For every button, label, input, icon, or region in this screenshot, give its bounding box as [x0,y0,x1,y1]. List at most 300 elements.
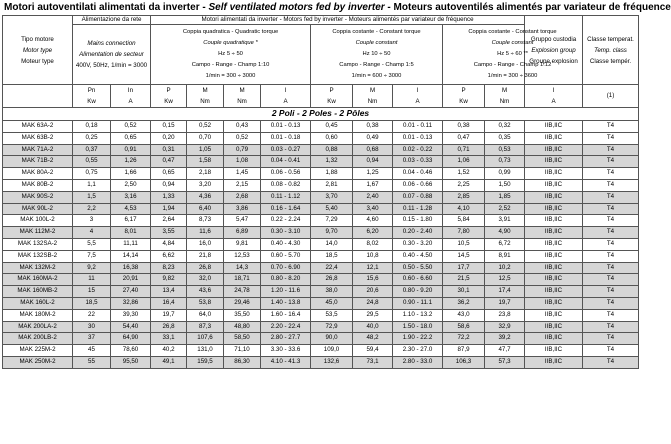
unit-cell: In A [111,85,151,108]
table-cell: IIB,IIC [525,274,583,286]
table-cell: IIB,IIC [525,321,583,333]
table-cell: 1,67 [353,179,393,191]
table-cell: 16,38 [111,262,151,274]
table-cell: 3,20 [187,179,224,191]
table-cell: 1,66 [111,168,151,180]
section-header-row [3,108,639,121]
title-french: Moteurs autoventilés alimentés par variateur de fréquence [393,2,671,13]
table-cell: 1,45 [224,168,261,180]
table-cell: 73,1 [353,356,393,368]
table-cell: IIB,IIC [525,168,583,180]
table-cell: 1.40 - 13.8 [261,297,311,309]
table-cell: 18,5 [73,297,111,309]
table-cell: 8,91 [485,250,525,262]
table-cell: 0,73 [485,156,525,168]
units-row [3,85,639,108]
table-cell: 95,50 [111,356,151,368]
table-cell: 0.60 - 5.70 [261,250,311,262]
table-cell: 6,62 [151,250,187,262]
table-cell: 3.30 - 33.6 [261,345,311,357]
table-cell: 23,8 [485,309,525,321]
table-cell: 17,7 [443,262,485,274]
table-cell: IIB,IIC [525,262,583,274]
table-row [3,156,639,168]
table-cell: 0.20 - 2.40 [393,227,443,239]
motor-model-cell: MAK 90S-2 [3,191,73,203]
table-cell: 2,40 [353,191,393,203]
table-cell: 2,15 [224,179,261,191]
table-row [3,215,639,227]
table-cell: 0.40 - 4.50 [393,250,443,262]
table-cell: 27,40 [111,286,151,298]
table-cell: 1,08 [224,156,261,168]
table-cell: 22,4 [311,262,353,274]
table-cell: 1,33 [151,191,187,203]
table-cell: 1,06 [443,156,485,168]
table-cell: IIB,IIC [525,286,583,298]
table-cell: 43,6 [187,286,224,298]
table-cell: 2,52 [485,203,525,215]
inverter-group-header: Motori alimentati da inverter - Motors fed by inverter - Moteurs alimentés par variateur de fréquence [151,16,525,25]
table-cell: 39,2 [485,333,525,345]
table-cell: T4 [583,179,639,191]
table-cell: 131,0 [187,345,224,357]
table-cell: 21,5 [443,274,485,286]
table-cell: 57,3 [485,356,525,368]
table-cell: IIB,IIC [525,132,583,144]
unit-cell: M Nm [485,85,525,108]
table-cell: 5,84 [443,215,485,227]
table-cell: 19,7 [151,309,187,321]
table-cell: 11,11 [111,238,151,250]
table-cell: IIB,IIC [525,191,583,203]
table-cell: 58,50 [224,333,261,345]
unit-cell: Pn Kw [73,85,111,108]
table-cell: 4,84 [151,238,187,250]
table-cell: 4,36 [187,191,224,203]
table-row [3,203,639,215]
table-cell: 0.11 - 1.28 [393,203,443,215]
table-cell: 0.80 - 8.20 [261,274,311,286]
table-cell: 6,17 [111,215,151,227]
table-cell: 86,30 [224,356,261,368]
table-cell: 37 [73,333,111,345]
motor-model-cell: MAK 63B-2 [3,132,73,144]
table-cell: T4 [583,274,639,286]
table-cell: 59,4 [353,345,393,357]
table-cell: 0,68 [353,144,393,156]
table-cell: 0,94 [151,179,187,191]
table-cell: 4,90 [485,227,525,239]
table-cell: 6,72 [485,238,525,250]
note-ref-1: (1) [583,85,639,108]
table-cell: 48,80 [224,321,261,333]
table-cell: 11 [73,274,111,286]
table-cell: 0,25 [73,132,111,144]
table-cell: 3,40 [353,203,393,215]
table-cell: 2.30 - 27.0 [393,345,443,357]
table-cell: 0,55 [73,156,111,168]
table-cell: T4 [583,132,639,144]
table-row [3,238,639,250]
table-cell: 87,3 [187,321,224,333]
table-cell: 9,81 [224,238,261,250]
motor-model-cell: MAK 80B-2 [3,179,73,191]
table-cell: T4 [583,297,639,309]
table-cell: 20,91 [111,274,151,286]
supply-detail: Mains connection Alimentation de secteur 400V, 50Hz, 1/min = 3000 [73,25,151,85]
table-cell: 1,58 [187,156,224,168]
table-cell: 8,01 [111,227,151,239]
table-cell: 0,60 [311,132,353,144]
unit-cell: I A [393,85,443,108]
table-cell: 7,80 [443,227,485,239]
unit-cell: P Kw [443,85,485,108]
table-cell: 0,47 [443,132,485,144]
table-cell: 3,86 [224,203,261,215]
table-cell: 0,37 [73,144,111,156]
title-italian: Motori autoventilati alimentati da inverter [4,2,200,13]
table-cell: 0,20 [151,132,187,144]
table-cell: 1,32 [311,156,353,168]
table-cell: 5,47 [224,215,261,227]
table-cell: 2.20 - 22.4 [261,321,311,333]
table-cell: 0.11 - 1.12 [261,191,311,203]
table-cell: 1,25 [353,168,393,180]
table-cell: 1,05 [187,144,224,156]
table-cell: T4 [583,238,639,250]
table-cell: 4,60 [353,215,393,227]
table-cell: 0.02 - 0.22 [393,144,443,156]
table-cell: IIB,IIC [525,144,583,156]
table-cell: T4 [583,191,639,203]
table-cell: 9,70 [311,227,353,239]
table-cell: 12,1 [353,262,393,274]
table-cell: 43,0 [443,309,485,321]
table-row [3,227,639,239]
table-cell: 1,52 [443,168,485,180]
table-cell: 1.10 - 13.2 [393,309,443,321]
motor-model-cell: MAK 225M-2 [3,345,73,357]
table-cell: 0.80 - 9.20 [393,286,443,298]
table-cell: 78,60 [111,345,151,357]
motor-model-cell: MAK 200LB-2 [3,333,73,345]
table-cell: 0.70 - 6.90 [261,262,311,274]
table-cell: 0,31 [151,144,187,156]
table-cell: 5,5 [73,238,111,250]
table-cell: 3 [73,215,111,227]
table-cell: IIB,IIC [525,356,583,368]
table-row [3,250,639,262]
table-row [3,356,639,368]
table-cell: 1,88 [311,168,353,180]
table-cell: 0,79 [224,144,261,156]
table-cell: 7,29 [311,215,353,227]
table-cell: 0.16 - 1.64 [261,203,311,215]
table-cell: 45,0 [311,297,353,309]
table-cell: 0,38 [443,121,485,133]
table-cell: 0,18 [73,121,111,133]
table-cell: 11,6 [187,227,224,239]
table-cell: 10,5 [443,238,485,250]
table-row [3,286,639,298]
table-cell: 26,8 [311,274,353,286]
table-cell: 0,38 [353,121,393,133]
table-cell: IIB,IIC [525,179,583,191]
table-cell: IIB,IIC [525,121,583,133]
motor-model-cell: MAK 112M-2 [3,227,73,239]
table-row [3,121,639,133]
table-cell: 54,40 [111,321,151,333]
table-row [3,168,639,180]
table-cell: 1,26 [111,156,151,168]
table-cell: 3,70 [311,191,353,203]
table-cell: IIB,IIC [525,250,583,262]
table-cell: 0.22 - 2.24 [261,215,311,227]
table-cell: 29,46 [224,297,261,309]
table-cell: 12,53 [224,250,261,262]
supply-header: Alimentazione da rete [73,16,151,25]
table-cell: 20,6 [353,286,393,298]
table-cell: 38,0 [311,286,353,298]
table-cell: T4 [583,168,639,180]
table-cell: 16,0 [187,238,224,250]
table-cell: 4,53 [111,203,151,215]
table-cell: 32,86 [111,297,151,309]
motor-model-cell: MAK 160MA-2 [3,274,73,286]
table-cell: 16,4 [151,297,187,309]
table-cell: 21,8 [187,250,224,262]
table-cell: 5,40 [311,203,353,215]
table-cell: 47,7 [485,345,525,357]
table-cell: 15 [73,286,111,298]
table-cell: T4 [583,321,639,333]
table-cell: 8,23 [151,262,187,274]
table-body [3,108,639,369]
table-row [3,274,639,286]
table-cell: T4 [583,203,639,215]
table-cell: 0,71 [443,144,485,156]
motor-model-cell: MAK 132M-2 [3,262,73,274]
table-cell: 17,4 [485,286,525,298]
table-cell: 1,5 [73,191,111,203]
table-cell: 0,32 [485,121,525,133]
table-cell: 2.80 - 33.0 [393,356,443,368]
table-cell: IIB,IIC [525,309,583,321]
motor-model-cell: MAK 80A-2 [3,168,73,180]
table-cell: 14,5 [443,250,485,262]
table-cell: 6,20 [353,227,393,239]
table-cell: 30 [73,321,111,333]
table-cell: 2,50 [111,179,151,191]
table-cell: T4 [583,215,639,227]
unit-cell: M Nm [224,85,261,108]
motor-model-cell: MAK 200LA-2 [3,321,73,333]
table-cell: 10,2 [485,262,525,274]
table-cell: 53,5 [311,309,353,321]
table-row [3,297,639,309]
table-cell: 0.01 - 0.13 [261,121,311,133]
motor-model-cell: MAK 63A-2 [3,121,73,133]
table-cell: 0.01 - 0.13 [393,132,443,144]
motor-model-cell: MAK 100L-2 [3,215,73,227]
table-cell: T4 [583,250,639,262]
table-row [3,179,639,191]
table-cell: 26,8 [151,321,187,333]
table-cell: 0,35 [485,132,525,144]
table-cell: 7,5 [73,250,111,262]
table-cell: 9,82 [151,274,187,286]
table-cell: 2,18 [187,168,224,180]
table-cell: 72,9 [311,321,353,333]
table-cell: 159,5 [187,356,224,368]
table-cell: 132,6 [311,356,353,368]
table-cell: IIB,IIC [525,297,583,309]
table-cell: 109,0 [311,345,353,357]
table-cell: 0.06 - 0.66 [393,179,443,191]
table-cell: 49,1 [151,356,187,368]
table-cell: 2,81 [311,179,353,191]
table-cell: IIB,IIC [525,203,583,215]
constant-torque-block-1: Coppia costante - Constant torque Couple constant Hz 10 ÷ 50 Campo - Range - Champ 1:5 1/min = 600 ÷ 3000 [311,25,443,85]
table-cell: T4 [583,333,639,345]
table-cell: 18,5 [311,250,353,262]
motor-model-cell: MAK 71A-2 [3,144,73,156]
table-cell: 14,14 [111,250,151,262]
table-cell: T4 [583,309,639,321]
table-cell: 0.50 - 5.50 [393,262,443,274]
table-cell: 0,49 [353,132,393,144]
table-cell: 18,71 [224,274,261,286]
table-cell: 0.15 - 1.80 [393,215,443,227]
table-cell: 0,52 [111,121,151,133]
table-row [3,309,639,321]
table-cell: 107,6 [187,333,224,345]
table-cell: 0,70 [187,132,224,144]
table-cell: 0.60 - 6.60 [393,274,443,286]
table-cell: 0.04 - 0.46 [393,168,443,180]
table-cell: 0.03 - 0.33 [393,156,443,168]
table-cell: 0.30 - 3.10 [261,227,311,239]
table-cell: 32,0 [187,274,224,286]
table-row [3,333,639,345]
table-cell: 0.01 - 0.18 [261,132,311,144]
table-cell: 58,6 [443,321,485,333]
table-cell: T4 [583,345,639,357]
table-cell: 0.30 - 3.20 [393,238,443,250]
table-cell: 33,1 [151,333,187,345]
table-cell: IIB,IIC [525,215,583,227]
constant-torque-block-2: Coppia costante - Constant torque Couple constant Hz 5 ÷ 60 ** Campo - Range - Champ 1:12 1/min = 300 ÷ 3600 [443,25,583,85]
table-cell: 15,6 [353,274,393,286]
table-cell: 0,53 [485,144,525,156]
table-cell: 0.03 - 0.27 [261,144,311,156]
table-cell: 1.90 - 22.2 [393,333,443,345]
table-cell: 0,47 [151,156,187,168]
motor-type-header: Tipo motore Motor type Moteur type [3,16,73,85]
table-cell: 14,0 [311,238,353,250]
motor-model-cell: MAK 160MB-2 [3,286,73,298]
table-cell: 0,65 [151,168,187,180]
motor-model-cell: MAK 180M-2 [3,309,73,321]
table-cell: 2,2 [73,203,111,215]
table-cell: 4,10 [443,203,485,215]
motor-model-cell: MAK 132SB-2 [3,250,73,262]
table-cell: 2,68 [224,191,261,203]
motor-spec-table [2,15,639,369]
table-cell: 4.10 - 41.3 [261,356,311,368]
explosion-group-header: Gruppo custodia Explosion group Groupe explosion [525,16,583,85]
table-cell: 1,94 [151,203,187,215]
table-cell: 2,25 [443,179,485,191]
table-cell: 0,43 [224,121,261,133]
table-cell: 3,16 [111,191,151,203]
table-cell: 4 [73,227,111,239]
table-cell: 1,1 [73,179,111,191]
table-cell: 0,91 [111,144,151,156]
table-cell: 12,5 [485,274,525,286]
table-cell: 0,99 [485,168,525,180]
unit-cell: P Kw [311,85,353,108]
table-cell: 0,52 [224,132,261,144]
table-cell: IIB,IIC [525,345,583,357]
table-cell: 0,15 [151,121,187,133]
quadratic-torque-block: Coppia quadratica - Quadratic torque Couple quadratique * Hz 5 ÷ 50 Campo - Range - Champ 1:10 1/min = 300 ÷ 3000 [151,25,311,85]
table-cell: IIB,IIC [525,227,583,239]
section-label: 2 Poli - 2 Poles - 2 Pôles [3,108,639,121]
table-cell: 39,30 [111,309,151,321]
table-cell: 0,45 [311,121,353,133]
table-cell: 2.80 - 27.7 [261,333,311,345]
table-cell: 40,0 [353,321,393,333]
table-cell: 0.40 - 4.30 [261,238,311,250]
table-cell: 1.20 - 11.6 [261,286,311,298]
table-cell: 1.50 - 18.0 [393,321,443,333]
unit-cell: I A [525,85,583,108]
temperature-class-header: Classe temperat. Temp. class Classe tempér. [583,16,639,85]
unit-cell: P Kw [151,85,187,108]
motor-model-cell: MAK 90L-2 [3,203,73,215]
table-cell: 106,3 [443,356,485,368]
unit-cell: M Nm [187,85,224,108]
table-cell: 71,10 [224,345,261,357]
table-cell: T4 [583,286,639,298]
table-cell: 0,75 [73,168,111,180]
table-cell: 19,7 [485,297,525,309]
table-cell: 24,8 [353,297,393,309]
table-cell: 9,2 [73,262,111,274]
title-english: Self ventilated motors fed by inverter [208,2,385,13]
table-cell: T4 [583,262,639,274]
table-cell: 87,9 [443,345,485,357]
table-cell: 0.07 - 0.88 [393,191,443,203]
table-cell: T4 [583,227,639,239]
table-cell: 24,78 [224,286,261,298]
table-row [3,144,639,156]
table-cell: 32,9 [485,321,525,333]
table-cell: 64,0 [187,309,224,321]
table-cell: IIB,IIC [525,238,583,250]
table-cell: 22 [73,309,111,321]
table-cell: 0.01 - 0.11 [393,121,443,133]
table-row [3,321,639,333]
table-cell: 1,85 [485,191,525,203]
table-cell: 0.04 - 0.41 [261,156,311,168]
table-cell: 14,3 [224,262,261,274]
table-cell: 26,8 [187,262,224,274]
table-row [3,191,639,203]
table-cell: 3,91 [485,215,525,227]
